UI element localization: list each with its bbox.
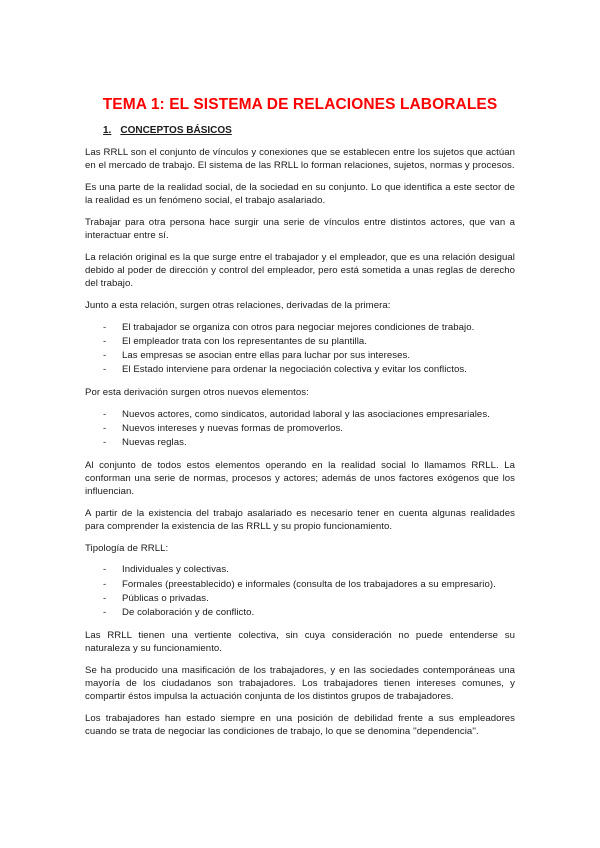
paragraph: Junto a esta relación, surgen otras relaciones, derivadas de la primera:: [85, 299, 391, 311]
paragraph: Las RRLL tienen una vertiente colectiva, sin cuya consideración no puede entenderse su naturaleza y su funcionamiento.: [85, 629, 515, 654]
list-item: [85, 578, 515, 592]
list-item: [85, 363, 515, 377]
list-item: [85, 563, 515, 577]
bullet-dash: -: [103, 335, 107, 347]
bullet-list: [85, 321, 515, 378]
bullet-dash: -: [103, 592, 107, 604]
list-item-text: Formales (preestablecido) e informales (consulta de los trabajadores a su empresario).: [122, 578, 496, 590]
list-item: [85, 408, 515, 422]
list-item: [85, 436, 515, 450]
list-item-text: Nuevas reglas.: [122, 436, 187, 448]
paragraph: Las RRLL son el conjunto de vínculos y conexiones que se establecen entre los sujetos que actúan en el mercado de trabajo. El sistema de las RRLL lo forman relaciones, sujetos, normas y procesos.: [85, 147, 515, 172]
bullet-dash: -: [103, 564, 107, 576]
paragraph: Al conjunto de todos estos elementos operando en la realidad social lo llamamos RRLL. La conforman una serie de normas, procesos y actores; además de unos factores exógenos que los influencian.: [85, 459, 515, 498]
paragraph: Tipología de RRLL:: [85, 542, 169, 554]
paragraph: Los trabajadores han estado siempre en una posición de debilidad frente a sus empleadores cuando se trata de negociar las condiciones de trabajo, lo que se denomina ''dependencia''.: [85, 712, 515, 737]
bullet-dash: -: [103, 364, 107, 376]
bullet-dash: -: [103, 321, 107, 333]
list-item-text: El empleador trata con los representantes de su plantilla.: [122, 335, 368, 347]
bullet-dash: -: [103, 578, 107, 590]
list-item: [85, 592, 515, 606]
bullet-dash: -: [103, 422, 107, 434]
list-item: [85, 606, 515, 620]
bullet-dash: -: [103, 408, 107, 420]
list-item-text: Nuevos intereses y nuevas formas de promoverlos.: [122, 422, 344, 434]
bullet-dash: -: [103, 349, 107, 361]
list-item: [85, 321, 515, 335]
paragraph: La relación original es la que surge entre el trabajador y el empleador, que es una relación desigual debido al poder de dirección y control del empleador, pero está sometida a unas reglas de derecho del trabajo.: [85, 251, 515, 290]
list-item-text: Públicas o privadas.: [122, 592, 209, 604]
list-item-text: Individuales y colectivas.: [122, 564, 229, 576]
paragraph: Es una parte de la realidad social, de la sociedad en su conjunto. Lo que identifica a este sector de la realidad es un fenómeno social, el trabajo asalariado.: [85, 181, 515, 207]
section-title: CONCEPTOS BÁSICOS: [120, 125, 232, 136]
list-item-text: De colaboración y de conflicto.: [122, 606, 255, 618]
list-item: [85, 349, 515, 363]
section-number: 1.: [103, 125, 112, 136]
list-item-text: Las empresas se asocian entre ellas para luchar por sus intereses.: [122, 349, 411, 361]
paragraph: A partir de la existencia del trabajo asalariado es necesario tener en cuenta algunas realidades para comprender la existencia de las RRLL y su propio funcionamiento.: [85, 507, 515, 532]
bullet-dash: -: [103, 436, 107, 448]
paragraph: Trabajar para otra persona hace surgir una serie de vínculos entre distintos actores, que van a interactuar entre sí.: [85, 216, 515, 242]
list-item-text: Nuevos actores, como sindicatos, autoridad laboral y las asociaciones empresariales.: [122, 408, 490, 420]
list-item: [85, 422, 515, 436]
document-body: [85, 146, 515, 738]
bullet-dash: -: [103, 606, 107, 618]
section-heading: [103, 124, 600, 137]
paragraph: Por esta derivación surgen otros nuevos elementos:: [85, 386, 309, 398]
page-title: TEMA 1: EL SISTEMA DE RELACIONES LABORALES: [102, 96, 498, 113]
bullet-list: [85, 563, 515, 620]
paragraph: Se ha producido una masificación de los trabajadores, y en las sociedades contemporáneas una mayoría de los ciudadanos son trabajadores. Los trabajadores tienen intereses comunes, y compartir éstos impulsa la actuación conjunta de los distintos grupos de trabajadores.: [85, 664, 515, 702]
list-item-text: El trabajador se organiza con otros para negociar mejores condiciones de trabajo.: [122, 321, 475, 333]
list-item: [85, 335, 515, 349]
bullet-list: [85, 408, 515, 451]
list-item-text: El Estado interviene para ordenar la negociación colectiva y evitar los conflictos.: [122, 364, 467, 376]
